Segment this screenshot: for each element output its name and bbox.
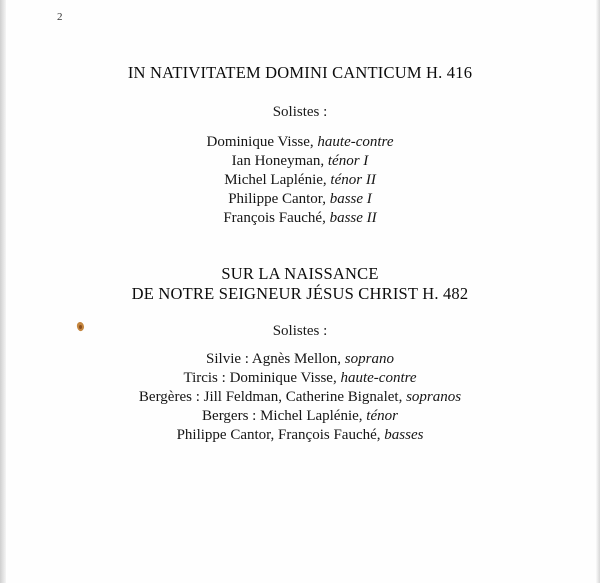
section2-title-line1: SUR LA NAISSANCE [221, 264, 379, 283]
cast-line [0, 171, 600, 190]
cast-name: Ian Honeyman, [231, 153, 328, 169]
cast-line [0, 133, 600, 152]
cast-role: basses [384, 427, 424, 443]
cast-role: basse I [329, 191, 372, 207]
section2-title-line2: DE NOTRE SEIGNEUR JÉSUS CHRIST H. 482 [131, 284, 469, 303]
page-number: 2 [57, 11, 63, 23]
cast-name: François Fauché, [223, 210, 330, 226]
cast-name: Silvie : Agnès Mellon, [206, 351, 345, 367]
cast-line [0, 152, 600, 171]
cast-line [0, 209, 600, 228]
cast-line [0, 350, 600, 369]
cast-role: basse II [329, 210, 377, 226]
cast-role: haute-contre [340, 370, 417, 386]
cast-line [0, 388, 600, 407]
cast-role: ténor I [327, 153, 369, 169]
section1-soloists-label: Solistes : [272, 104, 328, 120]
cast-name: Philippe Cantor, François Fauché, [176, 427, 385, 443]
cast-line [0, 426, 600, 445]
section1-cast-list [0, 133, 600, 228]
section2-cast-list [0, 350, 600, 445]
cast-role: ténor [366, 408, 398, 424]
cast-name: Philippe Cantor, [228, 191, 330, 207]
cast-name: Dominique Visse, [206, 134, 318, 150]
cast-name: Bergers : Michel Laplénie, [202, 408, 367, 424]
cast-role: soprano [344, 351, 394, 367]
cast-line [0, 407, 600, 426]
cast-line [0, 369, 600, 388]
cast-role: haute-contre [317, 134, 394, 150]
paper-stain-core [79, 325, 82, 329]
cast-role: sopranos [406, 389, 462, 405]
section1-title: IN NATIVITATEM DOMINI CANTICUM H. 416 [127, 63, 473, 82]
section2-soloists-label: Solistes : [272, 323, 328, 339]
cast-line [0, 190, 600, 209]
cast-role: ténor II [330, 172, 376, 188]
cast-name: Bergères : Jill Feldman, Catherine Bignalet, [138, 389, 407, 405]
cast-name: Tircis : Dominique Visse, [183, 370, 341, 386]
cast-name: Michel Laplénie, [224, 172, 331, 188]
